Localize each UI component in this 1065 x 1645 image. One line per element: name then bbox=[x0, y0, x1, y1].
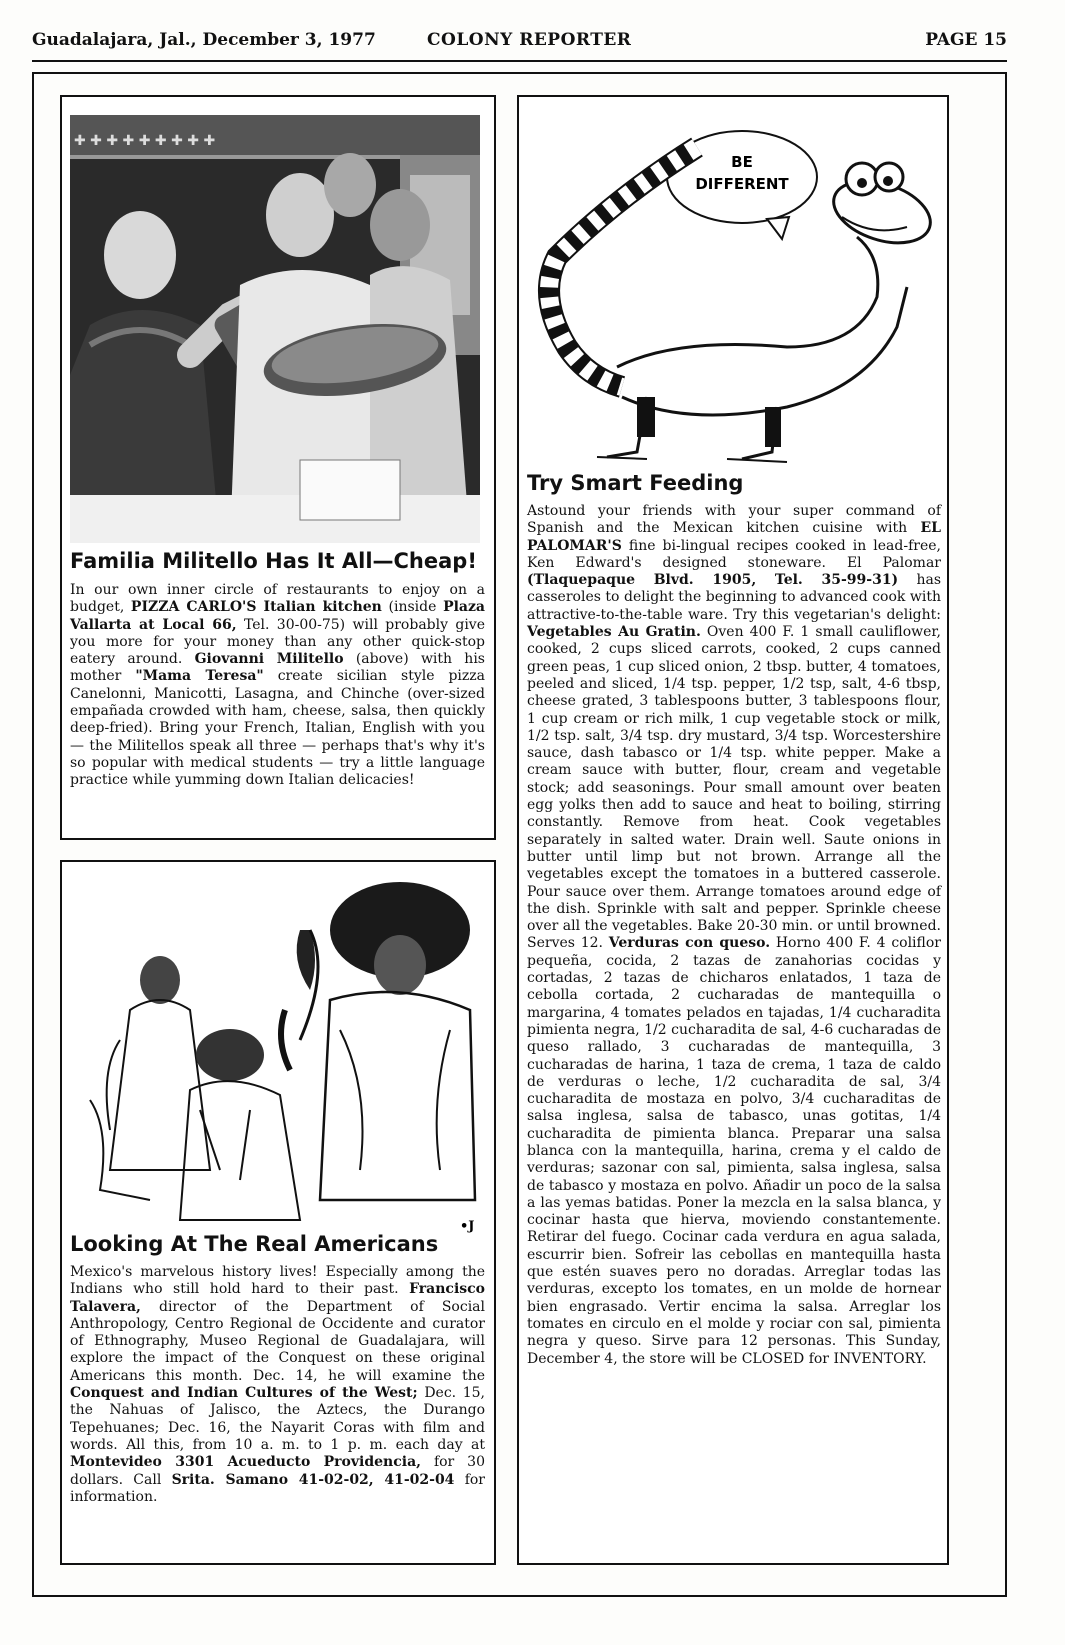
text-run: Horno 400 F. 4 coliflor pequeña, cocida, 2 tazas de zanahorias cocidas y cortadas, 2 tazas de chicharos enlatados, 1 taza de cebolla cortada, 2 cucharadas de mantequilla o margarina, 4 tomates pelados en tajadas, 1/4 cucharadita pimienta negra, 1/2 cucharadita de sal, 4-6 cucharadas de queso rallado, 3 cucharadas de mantequilla, 3 cucharadas de harina, 1 taza de crema, 1 taza de caldo de verduras o leche, 1/2 cucharadita de sal, 3/4 cucharadita de mostaza en polvo, 3/4 cucharaditas de salsa inglesa, salsa de tabasco, unas gotitas, 1/4 cucharadita de pimienta blanca. Preparar una salsa blanca con la mantequilla, harina, crema y el caldo de verduras; sazonar con sal, pimienta, salsa inglesa, salsa de tabasco y mostaza en polvo. Añadir un poco de la salsa a las yemas batidas. Poner la mezcla en la salsa blanca, y cocinar hasta que hierva, moviendo constantemente. Retirar del fuego. Cocinar cada verdura en agua salada, escurrir bien. Sofreir las cebollas en mantequilla hasta que estén suaves pero no doradas. Arreglar todas las verduras, excepto los tomates, en un molde de hornear bien engrasado. Vertir encima la salsa. Arreglar los tomates en circulo en el molde y rociar con sal, pimienta negra y queso. Sirve para 12 personas. This Sunday, December 4, the store will be CLOSED for INVENTORY. bbox=[527, 935, 941, 1367]
bold-run: PIZZA CARLO'S Italian kitchen bbox=[130, 599, 382, 616]
masthead bbox=[32, 30, 1007, 54]
svg-text:✚ ✚ ✚ ✚ ✚ ✚ ✚ ✚ ✚: ✚ ✚ ✚ ✚ ✚ ✚ ✚ ✚ ✚ bbox=[74, 133, 216, 149]
bold-run: Vegetables Au Gratin. bbox=[527, 624, 701, 641]
bold-run: Montevideo 3301 Acueducto Providencia, bbox=[70, 1454, 422, 1471]
artist-signature: •J bbox=[460, 1219, 475, 1234]
dateline: Guadalajara, Jal., December 3, 1977 bbox=[32, 30, 376, 50]
article-americans-title: Looking At The Real Americans bbox=[70, 1232, 439, 1256]
page-number: PAGE 15 bbox=[925, 30, 1007, 50]
bold-run: EL PALOMAR'S bbox=[527, 520, 941, 554]
text-run: In our own inner circle of restaurants to enjoy on a budget, bbox=[70, 582, 485, 616]
bold-run: (Tlaquepaque Blvd. 1905, Tel. 35-99-31) bbox=[527, 572, 899, 589]
bold-run: Giovanni Militello bbox=[194, 651, 344, 668]
bubble-text-2: DIFFERENT bbox=[695, 175, 789, 193]
bold-run: Srita. Samano 41-02-02, 41-02-04 bbox=[171, 1471, 455, 1488]
article-pizza-title: Familia Militello Has It All—Cheap! bbox=[70, 549, 477, 573]
article-pizza-body bbox=[70, 582, 485, 790]
text-run: Dec. 15, the Nahuas of Jalisco, the Aztecs, the Durango Tepehuanes; Dec. 16, the Nayarit Coras with film and words. All this, from 10 a. m. to 1 p. m. each day at bbox=[70, 1385, 486, 1453]
text-run: Mexico's marvelous history lives! Especially among the Indians who still hold hard to their past. bbox=[70, 1264, 485, 1298]
bold-run: Francisco Talavera, bbox=[70, 1281, 485, 1315]
text-run: Astound your friends with your super command of Spanish and the Mexican kitchen cuisine with bbox=[527, 503, 941, 537]
article-americans-box bbox=[60, 860, 496, 1565]
bold-run: Verduras con queso. bbox=[608, 935, 771, 952]
text-run: (inside bbox=[381, 599, 444, 616]
indians-illustration bbox=[70, 870, 486, 1240]
text-run: director of the Department of Social Anthropology, Centro Regional de Occidente and curator of Ethnography, Museo Regional de Guadalajara, will explore the impact of the Conquest on these original Americans this month. Dec. 14, he will examine the bbox=[70, 1298, 485, 1384]
text-run: for information. bbox=[70, 1471, 486, 1505]
article-americans-body bbox=[70, 1264, 485, 1506]
bubble-text-1: BE bbox=[731, 153, 753, 171]
bold-run: Conquest and Indian Cultures of the West; bbox=[70, 1385, 418, 1402]
article-feeding-title: Try Smart Feeding bbox=[527, 471, 744, 495]
newspaper-name: COLONY REPORTER bbox=[427, 30, 632, 50]
text-run: has casseroles to delight the beginning to advanced cook with attractive-to-the-table ware. Try this vegetarian's delight: bbox=[527, 572, 941, 623]
masthead-rule bbox=[32, 60, 1007, 62]
article-pizza-box bbox=[60, 95, 496, 840]
text-run: for 30 dollars. Call bbox=[70, 1454, 485, 1488]
text-run: create sicilian style pizza Canelonni, Manicotti, Lasagna, and Chinche (over-sized empañada crowded with ham, cheese, salsa, then quickly deep-fried). Bring your French, Italian, English with you — the Militellos speak all three — perhaps that's why it's so popular with medical students — try a little language practice while yumming down Italian delicacies! bbox=[70, 668, 486, 789]
article-feeding-box bbox=[517, 95, 949, 1565]
text-run: fine bi-lingual recipes cooked in lead-free, Ken Edward's designed stoneware. El Palomar bbox=[527, 537, 941, 571]
pizza-photo bbox=[70, 115, 480, 543]
bold-run: Plaza Vallarta at Local 66, bbox=[70, 599, 486, 633]
text-run: (above) with his mother bbox=[70, 651, 485, 685]
article-feeding-body bbox=[527, 503, 941, 1368]
text-run: Oven 400 F. 1 small cauliflower, cooked, 2 cups sliced carrots, cooked, 2 cups canned green peas, 1 cup sliced onion, 2 tbsp. butter, 4 tomatoes, peeled and sliced, 1/4 tsp. pepper, 1/2 tsp, salt, 4-6 tbsp, cheese grated, 3 tablespoons butter, 3 tablespoons flour, 1 cup cream or rich milk, 1 cup vegetable stock or milk, 1/2 tsp. salt, 3/4 tsp. dry mustard, 3/4 tsp. Worcestershire sauce, dash tabasco or 1/4 tsp. white pepper. Make a cream sauce with butter, flour, cream and vegetable stock; add seasonings. Pour small amount over beaten egg yolks then add to sauce and heat to boiling, stirring constantly. Remove from heat. Cook vegetables separately in salted water. Drain well. Saute onions in butter until limp but not brown. Arrange all the vegetables except the tomatoes in a buttered casserole. Pour sauce over them. Arrange tomatoes around edge of the dish. Sprinkle with salt and pepper. Sprinkle cheese over all the vegetables. Bake 20-30 min. or until browned. Serves 12. bbox=[527, 624, 941, 952]
lizard-cartoon bbox=[527, 107, 941, 467]
bold-run: "Mama Teresa" bbox=[135, 668, 264, 685]
text-run: Tel. 30-00-75) will probably give you more for your money than any other quick-stop eatery around. bbox=[70, 616, 486, 668]
